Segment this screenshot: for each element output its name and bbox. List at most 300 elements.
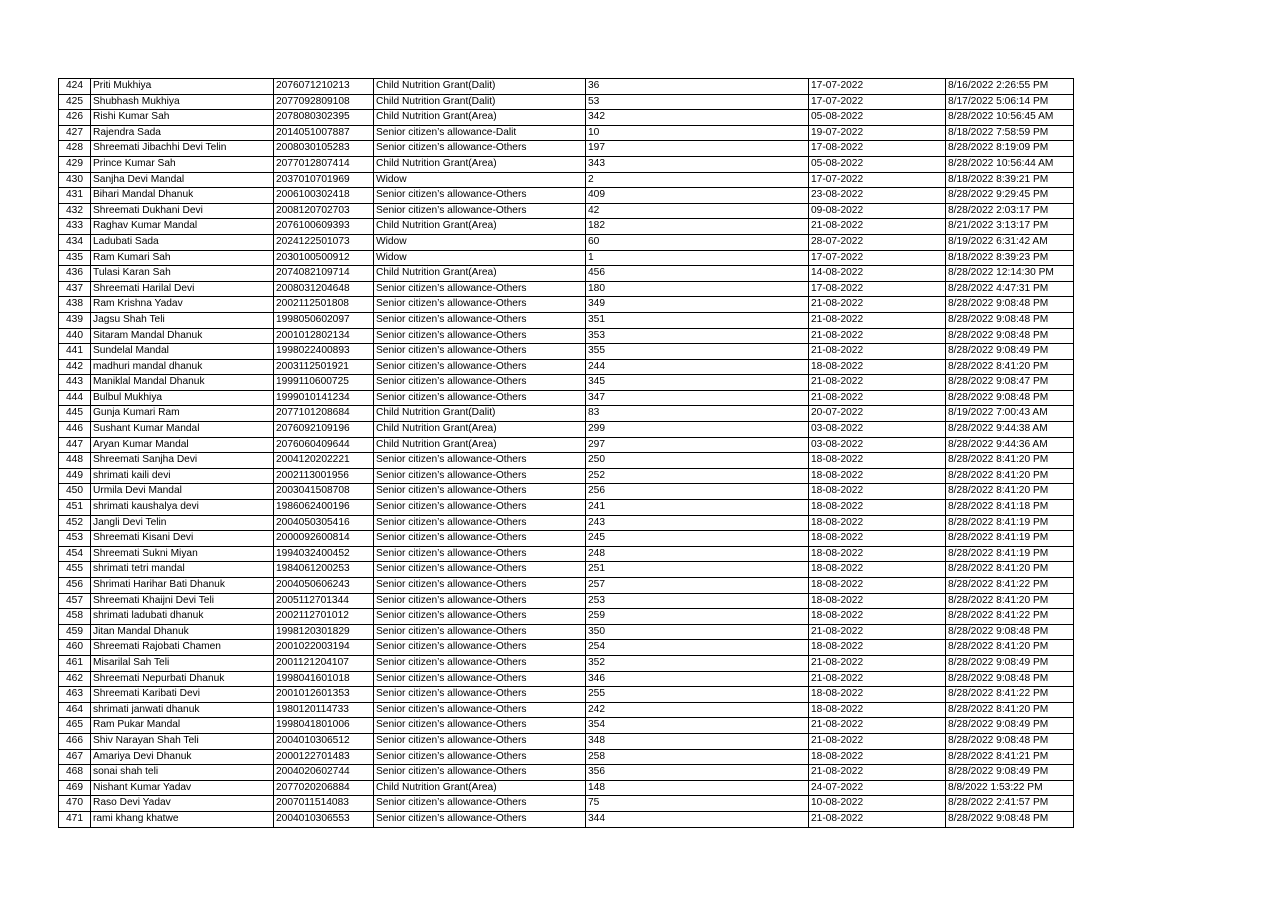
timestamp-cell: 8/28/2022 10:56:45 AM — [946, 110, 1074, 126]
date-cell: 17-08-2022 — [809, 141, 946, 157]
table-row — [59, 156, 1074, 172]
serial-number-cell: 463 — [59, 687, 91, 703]
date-cell: 23-08-2022 — [809, 188, 946, 204]
amount-cell: 353 — [586, 328, 809, 344]
table-row — [59, 749, 1074, 765]
timestamp-cell: 8/28/2022 9:08:48 PM — [946, 671, 1074, 687]
serial-number-cell: 440 — [59, 328, 91, 344]
name-cell: Shiv Narayan Shah Teli — [91, 733, 274, 749]
serial-number-cell: 428 — [59, 141, 91, 157]
date-cell: 21-08-2022 — [809, 671, 946, 687]
table-row — [59, 297, 1074, 313]
table-row — [59, 328, 1074, 344]
timestamp-cell: 8/28/2022 8:41:20 PM — [946, 453, 1074, 469]
name-cell: Shreemati Sanjha Devi — [91, 453, 274, 469]
name-cell: Gunja Kumari Ram — [91, 406, 274, 422]
date-cell: 18-08-2022 — [809, 359, 946, 375]
table-row — [59, 266, 1074, 282]
name-cell: Ladubati Sada — [91, 234, 274, 250]
timestamp-cell: 8/28/2022 9:08:49 PM — [946, 718, 1074, 734]
timestamp-cell: 8/28/2022 10:56:44 AM — [946, 156, 1074, 172]
table-row — [59, 765, 1074, 781]
serial-number-cell: 455 — [59, 562, 91, 578]
allowance-type-cell: Child Nutrition Grant(Area) — [374, 437, 586, 453]
timestamp-cell: 8/28/2022 8:41:20 PM — [946, 562, 1074, 578]
name-cell: shrimati janwati dhanuk — [91, 702, 274, 718]
allowance-type-cell: Senior citizen’s allowance-Others — [374, 312, 586, 328]
name-cell: Ram Krishna Yadav — [91, 297, 274, 313]
name-cell: Nishant Kumar Yadav — [91, 780, 274, 796]
id-number-cell: 1998120301829 — [274, 624, 374, 640]
date-cell: 28-07-2022 — [809, 234, 946, 250]
date-cell: 10-08-2022 — [809, 796, 946, 812]
timestamp-cell: 8/28/2022 9:08:48 PM — [946, 312, 1074, 328]
name-cell: Shrimati Harihar Bati Dhanuk — [91, 578, 274, 594]
allowance-type-cell: Senior citizen’s allowance-Others — [374, 531, 586, 547]
serial-number-cell: 470 — [59, 796, 91, 812]
id-number-cell: 2008030105283 — [274, 141, 374, 157]
id-number-cell: 2030100500912 — [274, 250, 374, 266]
timestamp-cell: 8/28/2022 2:03:17 PM — [946, 203, 1074, 219]
timestamp-cell: 8/18/2022 8:39:21 PM — [946, 172, 1074, 188]
table-row — [59, 344, 1074, 360]
table-row — [59, 453, 1074, 469]
name-cell: Priti Mukhiya — [91, 79, 274, 95]
amount-cell: 343 — [586, 156, 809, 172]
name-cell: shrimati ladubati dhanuk — [91, 609, 274, 625]
timestamp-cell: 8/28/2022 8:41:21 PM — [946, 749, 1074, 765]
amount-cell: 250 — [586, 453, 809, 469]
allowance-type-cell: Senior citizen’s allowance-Others — [374, 796, 586, 812]
id-number-cell: 1980120114733 — [274, 702, 374, 718]
timestamp-cell: 8/28/2022 8:41:19 PM — [946, 515, 1074, 531]
table-row — [59, 687, 1074, 703]
timestamp-cell: 8/28/2022 9:44:36 AM — [946, 437, 1074, 453]
timestamp-cell: 8/28/2022 8:41:18 PM — [946, 500, 1074, 516]
allowance-type-cell: Senior citizen’s allowance-Others — [374, 609, 586, 625]
date-cell: 21-08-2022 — [809, 624, 946, 640]
table-row — [59, 312, 1074, 328]
amount-cell: 252 — [586, 468, 809, 484]
serial-number-cell: 439 — [59, 312, 91, 328]
id-number-cell: 2004050606243 — [274, 578, 374, 594]
date-cell: 18-08-2022 — [809, 609, 946, 625]
date-cell: 18-08-2022 — [809, 687, 946, 703]
serial-number-cell: 433 — [59, 219, 91, 235]
timestamp-cell: 8/28/2022 8:41:19 PM — [946, 546, 1074, 562]
id-number-cell: 2001121204107 — [274, 655, 374, 671]
table-row — [59, 500, 1074, 516]
amount-cell: 180 — [586, 281, 809, 297]
amount-cell: 456 — [586, 266, 809, 282]
date-cell: 21-08-2022 — [809, 312, 946, 328]
serial-number-cell: 471 — [59, 811, 91, 827]
date-cell: 21-08-2022 — [809, 655, 946, 671]
date-cell: 21-08-2022 — [809, 219, 946, 235]
name-cell: shrimati kaili devi — [91, 468, 274, 484]
date-cell: 21-08-2022 — [809, 765, 946, 781]
id-number-cell: 2076071210213 — [274, 79, 374, 95]
name-cell: shrimati tetri mandal — [91, 562, 274, 578]
allowance-type-cell: Senior citizen’s allowance-Others — [374, 375, 586, 391]
serial-number-cell: 467 — [59, 749, 91, 765]
serial-number-cell: 449 — [59, 468, 91, 484]
id-number-cell: 2076060409644 — [274, 437, 374, 453]
amount-cell: 254 — [586, 640, 809, 656]
id-number-cell: 2037010701969 — [274, 172, 374, 188]
table-row — [59, 578, 1074, 594]
name-cell: sonai shah teli — [91, 765, 274, 781]
amount-cell: 350 — [586, 624, 809, 640]
timestamp-cell: 8/28/2022 8:41:22 PM — [946, 609, 1074, 625]
serial-number-cell: 443 — [59, 375, 91, 391]
table-row — [59, 655, 1074, 671]
name-cell: Maniklal Mandal Dhanuk — [91, 375, 274, 391]
allowance-type-cell: Senior citizen’s allowance-Others — [374, 500, 586, 516]
serial-number-cell: 436 — [59, 266, 91, 282]
amount-cell: 409 — [586, 188, 809, 204]
allowance-type-cell: Widow — [374, 250, 586, 266]
table-row — [59, 515, 1074, 531]
table-row — [59, 234, 1074, 250]
timestamp-cell: 8/28/2022 8:19:09 PM — [946, 141, 1074, 157]
allowance-type-cell: Senior citizen’s allowance-Others — [374, 546, 586, 562]
date-cell: 17-07-2022 — [809, 94, 946, 110]
name-cell: Shreemati Rajobati Chamen — [91, 640, 274, 656]
id-number-cell: 2004020602744 — [274, 765, 374, 781]
amount-cell: 36 — [586, 79, 809, 95]
serial-number-cell: 450 — [59, 484, 91, 500]
id-number-cell: 2006100302418 — [274, 188, 374, 204]
allowance-type-cell: Senior citizen’s allowance-Others — [374, 468, 586, 484]
allowance-type-cell: Child Nutrition Grant(Dalit) — [374, 406, 586, 422]
id-number-cell: 2014051007887 — [274, 125, 374, 141]
amount-cell: 345 — [586, 375, 809, 391]
serial-number-cell: 465 — [59, 718, 91, 734]
table-row — [59, 172, 1074, 188]
serial-number-cell: 432 — [59, 203, 91, 219]
date-cell: 17-07-2022 — [809, 250, 946, 266]
serial-number-cell: 459 — [59, 624, 91, 640]
timestamp-cell: 8/28/2022 8:41:20 PM — [946, 468, 1074, 484]
amount-cell: 2 — [586, 172, 809, 188]
table-row — [59, 780, 1074, 796]
date-cell: 18-08-2022 — [809, 702, 946, 718]
name-cell: madhuri mandal dhanuk — [91, 359, 274, 375]
id-number-cell: 2024122501073 — [274, 234, 374, 250]
id-number-cell: 1998050602097 — [274, 312, 374, 328]
table-row — [59, 624, 1074, 640]
name-cell: Raghav Kumar Mandal — [91, 219, 274, 235]
name-cell: rami khang khatwe — [91, 811, 274, 827]
table-row — [59, 250, 1074, 266]
timestamp-cell: 8/28/2022 8:41:19 PM — [946, 531, 1074, 547]
allowance-type-cell: Senior citizen’s allowance-Others — [374, 344, 586, 360]
id-number-cell: 2077012807414 — [274, 156, 374, 172]
amount-cell: 243 — [586, 515, 809, 531]
timestamp-cell: 8/28/2022 8:41:20 PM — [946, 702, 1074, 718]
date-cell: 21-08-2022 — [809, 718, 946, 734]
name-cell: Aryan Kumar Mandal — [91, 437, 274, 453]
amount-cell: 241 — [586, 500, 809, 516]
id-number-cell: 2002112501808 — [274, 297, 374, 313]
id-number-cell: 2008031204648 — [274, 281, 374, 297]
allowance-type-cell: Senior citizen’s allowance-Others — [374, 562, 586, 578]
amount-cell: 354 — [586, 718, 809, 734]
serial-number-cell: 424 — [59, 79, 91, 95]
amount-cell: 245 — [586, 531, 809, 547]
amount-cell: 244 — [586, 359, 809, 375]
table-row — [59, 531, 1074, 547]
amount-cell: 257 — [586, 578, 809, 594]
id-number-cell: 2004010306553 — [274, 811, 374, 827]
amount-cell: 253 — [586, 593, 809, 609]
serial-number-cell: 442 — [59, 359, 91, 375]
serial-number-cell: 425 — [59, 94, 91, 110]
amount-cell: 1 — [586, 250, 809, 266]
allowance-type-cell: Senior citizen’s allowance-Others — [374, 718, 586, 734]
date-cell: 21-08-2022 — [809, 328, 946, 344]
date-cell: 18-08-2022 — [809, 562, 946, 578]
id-number-cell: 2002113001956 — [274, 468, 374, 484]
name-cell: Shreemati Sukni Miyan — [91, 546, 274, 562]
allowance-type-cell: Senior citizen’s allowance-Others — [374, 484, 586, 500]
serial-number-cell: 427 — [59, 125, 91, 141]
amount-cell: 344 — [586, 811, 809, 827]
amount-cell: 297 — [586, 437, 809, 453]
allowance-type-cell: Child Nutrition Grant(Dalit) — [374, 79, 586, 95]
serial-number-cell: 435 — [59, 250, 91, 266]
table-body — [59, 79, 1074, 828]
serial-number-cell: 434 — [59, 234, 91, 250]
name-cell: shrimati kaushalya devi — [91, 500, 274, 516]
table-row — [59, 79, 1074, 95]
table-row — [59, 375, 1074, 391]
name-cell: Shreemati Jibachhi Devi Telin — [91, 141, 274, 157]
date-cell: 21-08-2022 — [809, 811, 946, 827]
name-cell: Ram Kumari Sah — [91, 250, 274, 266]
table-row — [59, 390, 1074, 406]
name-cell: Sanjha Devi Mandal — [91, 172, 274, 188]
amount-cell: 356 — [586, 765, 809, 781]
name-cell: Tulasi Karan Sah — [91, 266, 274, 282]
serial-number-cell: 452 — [59, 515, 91, 531]
id-number-cell: 1998022400893 — [274, 344, 374, 360]
timestamp-cell: 8/28/2022 9:08:49 PM — [946, 765, 1074, 781]
date-cell: 17-08-2022 — [809, 281, 946, 297]
timestamp-cell: 8/28/2022 9:08:47 PM — [946, 375, 1074, 391]
amount-cell: 351 — [586, 312, 809, 328]
id-number-cell: 2001012802134 — [274, 328, 374, 344]
timestamp-cell: 8/19/2022 6:31:42 AM — [946, 234, 1074, 250]
id-number-cell: 2004050305416 — [274, 515, 374, 531]
serial-number-cell: 454 — [59, 546, 91, 562]
allowance-type-cell: Senior citizen’s allowance-Others — [374, 655, 586, 671]
name-cell: Raso Devi Yadav — [91, 796, 274, 812]
id-number-cell: 2000122701483 — [274, 749, 374, 765]
date-cell: 18-08-2022 — [809, 531, 946, 547]
timestamp-cell: 8/28/2022 4:47:31 PM — [946, 281, 1074, 297]
timestamp-cell: 8/28/2022 9:08:48 PM — [946, 390, 1074, 406]
table-row — [59, 406, 1074, 422]
serial-number-cell: 431 — [59, 188, 91, 204]
date-cell: 05-08-2022 — [809, 156, 946, 172]
serial-number-cell: 457 — [59, 593, 91, 609]
allowance-type-cell: Senior citizen’s allowance-Others — [374, 281, 586, 297]
date-cell: 21-08-2022 — [809, 733, 946, 749]
table-row — [59, 281, 1074, 297]
timestamp-cell: 8/28/2022 8:41:22 PM — [946, 687, 1074, 703]
amount-cell: 256 — [586, 484, 809, 500]
allowance-type-cell: Child Nutrition Grant(Area) — [374, 110, 586, 126]
allowance-type-cell: Senior citizen’s allowance-Others — [374, 297, 586, 313]
amount-cell: 10 — [586, 125, 809, 141]
name-cell: Sitaram Mandal Dhanuk — [91, 328, 274, 344]
timestamp-cell: 8/28/2022 9:08:48 PM — [946, 297, 1074, 313]
amount-cell: 342 — [586, 110, 809, 126]
allowance-type-cell: Senior citizen’s allowance-Others — [374, 765, 586, 781]
serial-number-cell: 437 — [59, 281, 91, 297]
name-cell: Sundelal Mandal — [91, 344, 274, 360]
date-cell: 17-07-2022 — [809, 79, 946, 95]
timestamp-cell: 8/16/2022 2:26:55 PM — [946, 79, 1074, 95]
id-number-cell: 2078080302395 — [274, 110, 374, 126]
amount-cell: 148 — [586, 780, 809, 796]
beneficiary-table — [58, 78, 1074, 828]
table-row — [59, 593, 1074, 609]
date-cell: 14-08-2022 — [809, 266, 946, 282]
allowance-type-cell: Senior citizen’s allowance-Others — [374, 188, 586, 204]
id-number-cell: 1998041801006 — [274, 718, 374, 734]
serial-number-cell: 462 — [59, 671, 91, 687]
allowance-type-cell: Senior citizen’s allowance-Others — [374, 453, 586, 469]
name-cell: Shreemati Nepurbati Dhanuk — [91, 671, 274, 687]
date-cell: 18-08-2022 — [809, 578, 946, 594]
timestamp-cell: 8/8/2022 1:53:22 PM — [946, 780, 1074, 796]
allowance-type-cell: Senior citizen’s allowance-Others — [374, 671, 586, 687]
timestamp-cell: 8/28/2022 8:41:20 PM — [946, 359, 1074, 375]
id-number-cell: 2077101208684 — [274, 406, 374, 422]
name-cell: Sushant Kumar Mandal — [91, 422, 274, 438]
name-cell: Bihari Mandal Dhanuk — [91, 188, 274, 204]
serial-number-cell: 448 — [59, 453, 91, 469]
table-row — [59, 203, 1074, 219]
date-cell: 21-08-2022 — [809, 344, 946, 360]
allowance-type-cell: Senior citizen’s allowance-Others — [374, 578, 586, 594]
table-row — [59, 468, 1074, 484]
timestamp-cell: 8/28/2022 8:41:20 PM — [946, 593, 1074, 609]
timestamp-cell: 8/19/2022 7:00:43 AM — [946, 406, 1074, 422]
id-number-cell: 2003041508708 — [274, 484, 374, 500]
timestamp-cell: 8/28/2022 9:08:49 PM — [946, 655, 1074, 671]
id-number-cell: 2077020206884 — [274, 780, 374, 796]
table-row — [59, 671, 1074, 687]
name-cell: Shubhash Mukhiya — [91, 94, 274, 110]
id-number-cell: 2002112701012 — [274, 609, 374, 625]
table-row — [59, 640, 1074, 656]
timestamp-cell: 8/28/2022 9:08:49 PM — [946, 344, 1074, 360]
name-cell: Ram Pukar Mandal — [91, 718, 274, 734]
date-cell: 18-08-2022 — [809, 515, 946, 531]
name-cell: Amariya Devi Dhanuk — [91, 749, 274, 765]
timestamp-cell: 8/28/2022 8:41:22 PM — [946, 578, 1074, 594]
allowance-type-cell: Senior citizen’s allowance-Others — [374, 359, 586, 375]
date-cell: 18-08-2022 — [809, 468, 946, 484]
serial-number-cell: 446 — [59, 422, 91, 438]
table-row — [59, 546, 1074, 562]
id-number-cell: 2077092809108 — [274, 94, 374, 110]
serial-number-cell: 469 — [59, 780, 91, 796]
amount-cell: 83 — [586, 406, 809, 422]
timestamp-cell: 8/21/2022 3:13:17 PM — [946, 219, 1074, 235]
amount-cell: 348 — [586, 733, 809, 749]
amount-cell: 299 — [586, 422, 809, 438]
amount-cell: 242 — [586, 702, 809, 718]
id-number-cell: 2005112701344 — [274, 593, 374, 609]
timestamp-cell: 8/18/2022 7:58:59 PM — [946, 125, 1074, 141]
timestamp-cell: 8/28/2022 12:14:30 PM — [946, 266, 1074, 282]
table-row — [59, 437, 1074, 453]
id-number-cell: 2003112501921 — [274, 359, 374, 375]
serial-number-cell: 460 — [59, 640, 91, 656]
amount-cell: 258 — [586, 749, 809, 765]
allowance-type-cell: Child Nutrition Grant(Area) — [374, 266, 586, 282]
allowance-type-cell: Senior citizen’s allowance-Dalit — [374, 125, 586, 141]
table-row — [59, 422, 1074, 438]
serial-number-cell: 466 — [59, 733, 91, 749]
allowance-type-cell: Child Nutrition Grant(Dalit) — [374, 94, 586, 110]
serial-number-cell: 461 — [59, 655, 91, 671]
amount-cell: 53 — [586, 94, 809, 110]
serial-number-cell: 438 — [59, 297, 91, 313]
serial-number-cell: 464 — [59, 702, 91, 718]
allowance-type-cell: Senior citizen’s allowance-Others — [374, 749, 586, 765]
table-row — [59, 94, 1074, 110]
serial-number-cell: 456 — [59, 578, 91, 594]
allowance-type-cell: Senior citizen’s allowance-Others — [374, 811, 586, 827]
date-cell: 21-08-2022 — [809, 390, 946, 406]
timestamp-cell: 8/28/2022 9:44:38 AM — [946, 422, 1074, 438]
id-number-cell: 2001012601353 — [274, 687, 374, 703]
allowance-type-cell: Child Nutrition Grant(Area) — [374, 156, 586, 172]
date-cell: 18-08-2022 — [809, 546, 946, 562]
date-cell: 24-07-2022 — [809, 780, 946, 796]
date-cell: 18-08-2022 — [809, 749, 946, 765]
amount-cell: 352 — [586, 655, 809, 671]
id-number-cell: 1994032400452 — [274, 546, 374, 562]
amount-cell: 248 — [586, 546, 809, 562]
serial-number-cell: 468 — [59, 765, 91, 781]
amount-cell: 255 — [586, 687, 809, 703]
table-row — [59, 702, 1074, 718]
serial-number-cell: 458 — [59, 609, 91, 625]
name-cell: Shreemati Khaijni Devi Teli — [91, 593, 274, 609]
amount-cell: 197 — [586, 141, 809, 157]
id-number-cell: 2074082109714 — [274, 266, 374, 282]
serial-number-cell: 453 — [59, 531, 91, 547]
serial-number-cell: 426 — [59, 110, 91, 126]
date-cell: 05-08-2022 — [809, 110, 946, 126]
allowance-type-cell: Widow — [374, 172, 586, 188]
name-cell: Shreemati Dukhani Devi — [91, 203, 274, 219]
allowance-type-cell: Senior citizen’s allowance-Others — [374, 733, 586, 749]
amount-cell: 182 — [586, 219, 809, 235]
allowance-type-cell: Senior citizen’s allowance-Others — [374, 203, 586, 219]
amount-cell: 259 — [586, 609, 809, 625]
amount-cell: 251 — [586, 562, 809, 578]
timestamp-cell: 8/28/2022 9:29:45 PM — [946, 188, 1074, 204]
date-cell: 17-07-2022 — [809, 172, 946, 188]
